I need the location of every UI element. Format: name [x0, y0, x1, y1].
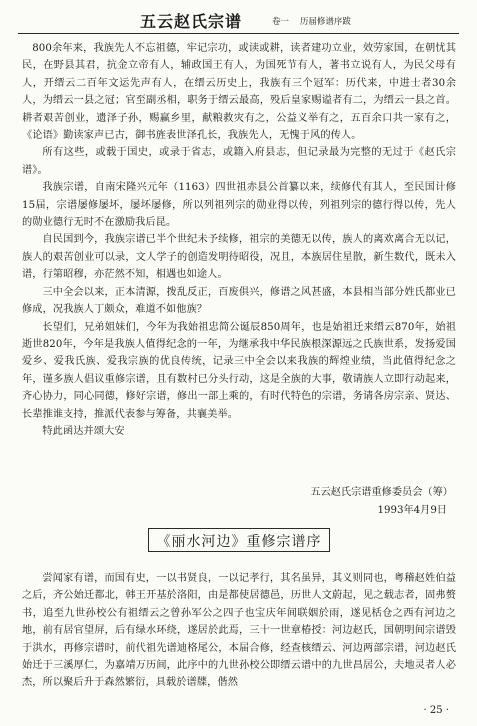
- running-header: [18, 6, 459, 34]
- signature: 五云赵氏宗谱重修委员会（筹）: [310, 487, 453, 498]
- preface-one-body: [22, 40, 456, 440]
- paragraph: 所有这些，或载于国史，或录于省志，或籍入府县志，但记录最为完整的无过于《赵氏宗谱》。: [22, 147, 456, 176]
- page-number: · 25 ·: [423, 705, 449, 716]
- volume-label: 卷一: [272, 17, 290, 27]
- book-title: 五云赵氏宗谱: [140, 12, 243, 31]
- paragraph: 自民国到今，我族宗谱已半个世纪未予续修，祖宗的美德无以传，族人的离欢离合无以记，族人的艰苦创业可以录，文人学子的创造发明待昭役，况且，本族居住星散，新生数代，既未入谱，行第昭穆，亦茫然不知，相遇也如途人。: [22, 234, 456, 281]
- section-label: 历届修谱序跋: [299, 17, 351, 27]
- header-separator: [292, 17, 297, 27]
- closing-line: 特此函达并颂大安: [42, 425, 125, 437]
- preface-two-body: [22, 570, 456, 692]
- section-title-box: [148, 528, 330, 552]
- header-subtitle: [272, 15, 351, 27]
- paragraph: 800余年来，我族先人不忘祖德，牢记宗功，或读或耕，读者建功立业，效劳家国，在朝忧其民，在野县其君，抗金立帝有人，辅政国王有人，为国死节有人，著书立说有人，为民父母有人，开缙云二百年文运先声有人，在缙云历史上，我族有三个冠军：历代来，中进士者30余人，为缙云一县之冠；官至副丞相，职务于缙云最高，殁后皇家赐谥者有二，为缙云一县之首。耕者艰苦创业，遗泽子孙，赐赢乡里，献粮救灾有之，公益义举有之，五百余口共一家有之，《论语》勤读家声已古，御书旌表世泽孔长，我族先人，无愧于风的传人。: [22, 43, 456, 142]
- paragraph: 我族宗谱，自南宋隆兴元年（1163）四世祖赤县公首纂以来，续修代有其人，至民国计修15届，宗谱屡修屡坏，屡坏屡修，所以列祖列宗的勋业得以传，列祖列宗的德行得以传，先人的勋业德行无时不在激励我后昆。: [22, 182, 456, 229]
- section-title: 《丽水河边》重修宗谱序: [156, 534, 322, 550]
- paragraph: 长望们，兄弟姐妹们，今年为我始祖忠简公诞辰850周年，也是始祖迁来缙云870年，始祖逝世820年，今年是我族人值得纪念的一年，为继承我中华民族根深源远之氏族世系，发扬爱国爱乡、爱我氏族、爱我宗族的优良传统，记录三中全会以来我族的辉煌业绩，当此值得纪念之年，谨多族人倡议重修宗谱，且有数村已分头行动，这是全族的大事，敬请族人立即行动起来，齐心协力，同心同德，修好宗谱，修出一部上乘的，有时代特色的宗谱，务请各房宗亲、贤达、长辈推谁支持，推派代表参与筹备，共襄美举。: [22, 321, 456, 420]
- signature-date: 1993年4月9日: [377, 505, 447, 516]
- paragraph: 尝闻家有谱，而国有史，一以书贤良，一以记孝行，其名虽异，其义则同也，粤稽赵姓伯益之后，齐公始迁都北，韩王开基於洛阳，由是都使居德邑，历世人文蔚起，见之载志者，固弗赘书，追至九世孙校公有祖缙云之曾孙军公之四子也宝庆年间联姻於雨，遂见栝仓之西有河边之地，前有居官望屏，后有绿水环绕，遂居於此焉，三十一世章椿授：河边赵氏，国朝明间宗谱毁于洪水，再修宗谱时，前代祖先谱迪格尾公，本届合修，经查核缙云、河边两部宗谱，河边赵氏始迁于三溪厚仁，为嘉靖万历间，此序中的九世孙校公即缙云谱中的九世昌居公，夫地灵者人必杰，所以聚后升于森然繁衍，具载於谱牒，偕然: [22, 573, 456, 689]
- paragraph: 三中全会以来，正本清源，拨乱反正，百废俱兴，修谱之风甚盛，本县相当部分姓氏都业已修成，况我族人丁颇众，难道不如他族？: [22, 286, 456, 316]
